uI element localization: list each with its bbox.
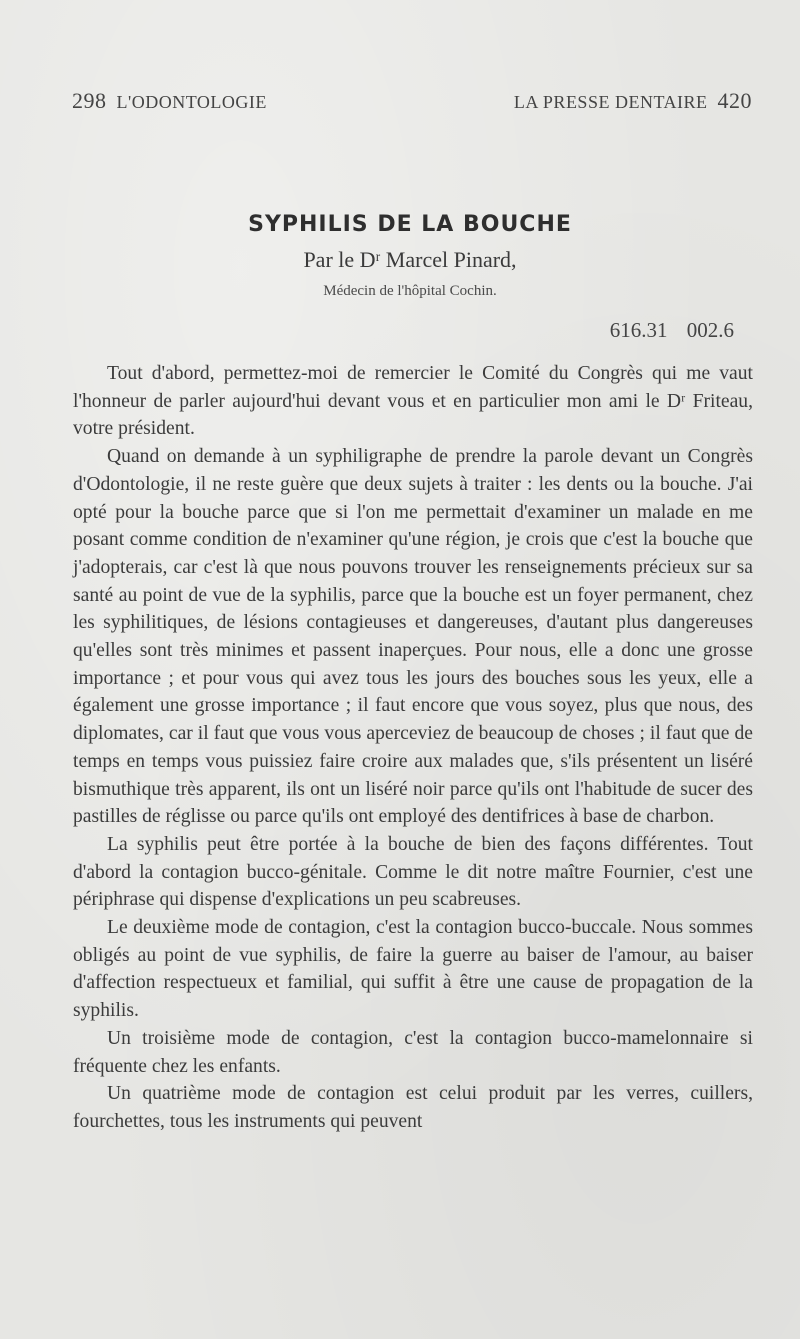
article-body [73, 360, 753, 1136]
paragraph: La syphilis peut être portée à la bouche de bien des façons différentes. Tout d'abord la contagion bucco-génitale. Comme le dit notre maître Fournier, c'est une périphrase qui dispense d'explications un peu scabreuses. [73, 833, 753, 911]
article-title: SYPHILIS DE LA BOUCHE [248, 212, 572, 237]
title-block [0, 212, 800, 300]
paragraph: Un quatrième mode de contagion est celui produit par les verres, cuillers, fourchettes, tous les instruments qui peuvent [73, 1083, 753, 1132]
page-number-right: 420 [717, 88, 752, 113]
paragraph: Un troisième mode de contagion, c'est la contagion bucco-mamelonnaire si fréquente chez les enfants. [73, 1027, 753, 1077]
classification-number: 616.31 002.6 [609, 318, 734, 342]
journal-name-right: LA PRESSE DENTAIRE [513, 92, 708, 112]
running-head-left [72, 88, 267, 114]
page-number-left: 298 [72, 88, 107, 113]
running-head [72, 88, 752, 118]
running-head-right [514, 88, 752, 114]
paragraph: Tout d'abord, permettez-moi de remercier le Comité du Congrès qui me vaut l'honneur de parler aujourd'hui devant vous et en particulier mon ami le Dʳ Friteau, votre président. [73, 363, 753, 440]
author-affiliation: Médecin de l'hôpital Cochin. [323, 283, 497, 299]
paragraph: Quand on demande à un syphiligraphe de prendre la parole devant un Congrès d'Odontologie, il ne reste guère que deux sujets à traiter : les dents ou la bouche. J'ai opté pour la bouche parce que si l'on me permettait d'examiner un malade en me posant comme condition de n'examiner qu'une région, je crois que c'est la bouche que j'adopterais, car c'est là que nous pouvons trouver les renseignements précieux sur sa santé au point de vue de la syphilis, parce que la bouche est un foyer permanent, chez les syphilitiques, de lésions contagieuses et dangereuses, d'autant plus dangereuses qu'elles sont très minimes et passent inaperçues. Pour nous, elle a donc une grosse importance ; et pour vous qui avez tous les jours des bouches sous les yeux, elle a également une grosse importance ; il faut encore que vous soyez, plus que nous, des diplomates, car il faut que vous vous aperceviez de beaucoup de choses ; il faut que de temps en temps vous puissiez faire croire aux malades que, s'ils présentent un liséré bismuthique très apparent, ils ont un liséré noir parce qu'ils ont l'habitude de sucer des pastilles de réglisse ou parce qu'ils ont employé des dentifrices à base de charbon. [73, 446, 753, 828]
paragraph: Le deuxième mode de contagion, c'est la contagion bucco-buccale. Nous sommes obligés au point de vue syphilis, de faire la guerre au baiser de l'amour, au baiser d'affection respectueux et familial, qui suffit à être une cause de propagation de la syphilis. [73, 917, 753, 1022]
author-byline: Par le Dʳ Marcel Pinard, [303, 247, 517, 272]
journal-name-left: L'ODONTOLOGIE [116, 92, 267, 112]
